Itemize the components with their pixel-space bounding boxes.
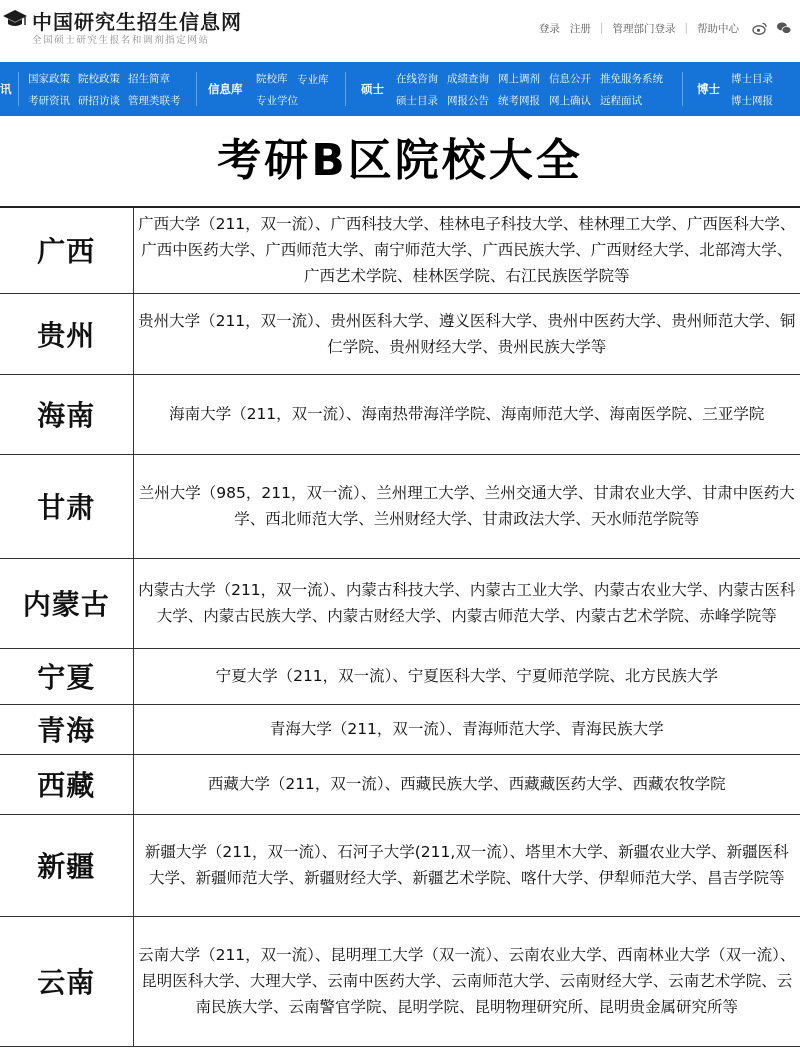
province-cell: 西藏: [0, 754, 133, 814]
table-row: [0, 704, 800, 754]
register-link[interactable]: 注册: [569, 22, 591, 35]
weibo-icon[interactable]: [752, 20, 768, 36]
nav-column: [28, 62, 70, 116]
schools-cell: 广西大学（211，双一流）、广西科技大学、桂林电子科技大学、桂林理工大学、广西医科大学、广西中医药大学、广西师范大学、南宁师范大学、广西民族大学、广西财经大学、北部湾大学、广西艺术学院、桂林医学院、右江民族医学院等: [133, 207, 800, 293]
nav-item-admission-brochure[interactable]: 招生简章: [128, 72, 170, 85]
nav-divider: [18, 72, 19, 106]
nav-item-online-confirm[interactable]: 网上确认: [549, 94, 591, 107]
nav-item-registration-notice[interactable]: 网报公告: [447, 94, 489, 107]
nav-item-doctor-catalog[interactable]: 博士目录: [731, 72, 773, 85]
table-row: [0, 207, 800, 293]
nav-column: [396, 62, 438, 116]
nav-column: [498, 62, 540, 116]
nav-column: [78, 62, 120, 116]
nav-item-school-db[interactable]: 院校库: [256, 72, 288, 85]
province-cell: 贵州: [0, 293, 133, 374]
table-row: [0, 754, 800, 814]
nav-divider: [345, 72, 346, 106]
nav-item-exam-news[interactable]: 考研资讯: [28, 94, 70, 107]
table-row: [0, 814, 800, 916]
province-cell: 海南: [0, 374, 133, 454]
nav-column: [128, 62, 181, 116]
nav-group-info[interactable]: 信息库: [208, 82, 243, 96]
main-nav-bar: [0, 62, 800, 116]
schools-cell: 云南大学（211，双一流）、昆明理工大学（双一流）、云南农业大学、西南林业大学（双一流）、昆明医科大学、大理大学、云南中医药大学、云南师范大学、云南财经大学、云南艺术学院、云南民族大学、云南警官学院、昆明学院、昆明物理研究所、昆明贵金属研究所等: [133, 916, 800, 1046]
province-cell: 宁夏: [0, 648, 133, 704]
nav-item-interviews[interactable]: 研招访谈: [78, 94, 120, 107]
nav-divider: [196, 72, 197, 106]
nav-group-news[interactable]: 讯: [0, 82, 12, 96]
province-cell: 云南: [0, 916, 133, 1046]
schools-cell: 海南大学（211，双一流）、海南热带海洋学院、海南师范大学、海南医学院、三亚学院: [133, 374, 800, 454]
schools-cell: 兰州大学（985，211，双一流）、兰州理工大学、兰州交通大学、甘肃农业大学、甘肃中医药大学、西北师范大学、兰州财经大学、甘肃政法大学、天水师范学院等: [133, 454, 800, 558]
graduation-cap-icon: [2, 8, 28, 30]
province-cell: 甘肃: [0, 454, 133, 558]
top-links: [534, 20, 792, 36]
nav-group-doctor[interactable]: 博士: [697, 82, 720, 96]
login-link[interactable]: 登录: [538, 22, 560, 35]
wechat-icon[interactable]: [776, 20, 792, 36]
nav-column: [297, 62, 329, 116]
link-separator: |: [684, 22, 688, 34]
nav-column: [549, 62, 591, 116]
nav-column: [447, 62, 489, 116]
nav-column: [731, 62, 773, 116]
page-title: 考研B区院校大全: [217, 135, 583, 186]
nav-item-master-catalog[interactable]: 硕士目录: [396, 94, 438, 107]
schools-cell: 新疆大学（211，双一流）、石河子大学(211,双一流）、塔里木大学、新疆农业大学、新疆医科大学、新疆师范大学、新疆财经大学、新疆艺术学院、喀什大学、伊犁师范大学、昌吉学院等: [133, 814, 800, 916]
nav-item-management-exam[interactable]: 管理类联考: [128, 94, 181, 107]
province-cell: 新疆: [0, 814, 133, 916]
site-subtitle: 全国硕士研究生报名和调剂指定网站: [32, 35, 210, 46]
table-row: [0, 558, 800, 648]
province-cell: 广西: [0, 207, 133, 293]
nav-item-major-db[interactable]: 专业库: [297, 74, 329, 86]
table-row: [0, 374, 800, 454]
nav-divider: [682, 72, 683, 106]
schools-cell: 青海大学（211，双一流）、青海师范大学、青海民族大学: [133, 704, 800, 754]
nav-column: [256, 62, 298, 116]
table-row: [0, 454, 800, 558]
schools-cell: 贵州大学（211，双一流）、贵州医科大学、遵义医科大学、贵州中医药大学、贵州师范大学、铜仁学院、贵州财经大学、贵州民族大学等: [133, 293, 800, 374]
help-center-link[interactable]: 帮助中心: [697, 22, 739, 35]
region-school-table: [0, 206, 800, 1047]
link-separator: |: [599, 22, 604, 34]
nav-item-doctor-registration[interactable]: 博士网报: [731, 94, 773, 107]
schools-cell: 内蒙古大学（211，双一流）、内蒙古科技大学、内蒙古工业大学、内蒙古农业大学、内蒙古医科大学、内蒙古民族大学、内蒙古财经大学、内蒙古师范大学、内蒙古艺术学院、赤峰学院等: [133, 558, 800, 648]
nav-item-online-adjustment[interactable]: 网上调剂: [498, 72, 540, 85]
nav-item-online-consult[interactable]: 在线咨询: [396, 72, 438, 85]
province-cell: 内蒙古: [0, 558, 133, 648]
nav-item-national-policy[interactable]: 国家政策: [28, 72, 70, 85]
province-cell: 青海: [0, 704, 133, 754]
table-row: [0, 916, 800, 1046]
admin-login-link[interactable]: 管理部门登录: [612, 22, 676, 35]
nav-item-score-query[interactable]: 成绩查询: [447, 72, 489, 85]
nav-column: [600, 62, 663, 116]
nav-group-master[interactable]: 硕士: [361, 82, 384, 96]
table-row: [0, 648, 800, 704]
site-title[interactable]: 中国研究生招生信息网: [32, 10, 242, 34]
nav-item-school-policy[interactable]: 院校政策: [78, 72, 120, 85]
schools-cell: 西藏大学（211，双一流）、西藏民族大学、西藏藏医药大学、西藏农牧学院: [133, 754, 800, 814]
nav-item-info-disclosure[interactable]: 信息公开: [549, 72, 591, 85]
table-row: [0, 293, 800, 374]
nav-item-unified-registration[interactable]: 统考网报: [498, 94, 540, 107]
nav-item-remote-interview[interactable]: 远程面试: [600, 94, 642, 107]
nav-item-recommendation-system[interactable]: 推免服务系统: [600, 72, 663, 85]
schools-cell: 宁夏大学（211，双一流）、宁夏医科大学、宁夏师范学院、北方民族大学: [133, 648, 800, 704]
nav-item-professional-degree[interactable]: 专业学位: [256, 94, 298, 107]
site-header: [0, 0, 800, 62]
